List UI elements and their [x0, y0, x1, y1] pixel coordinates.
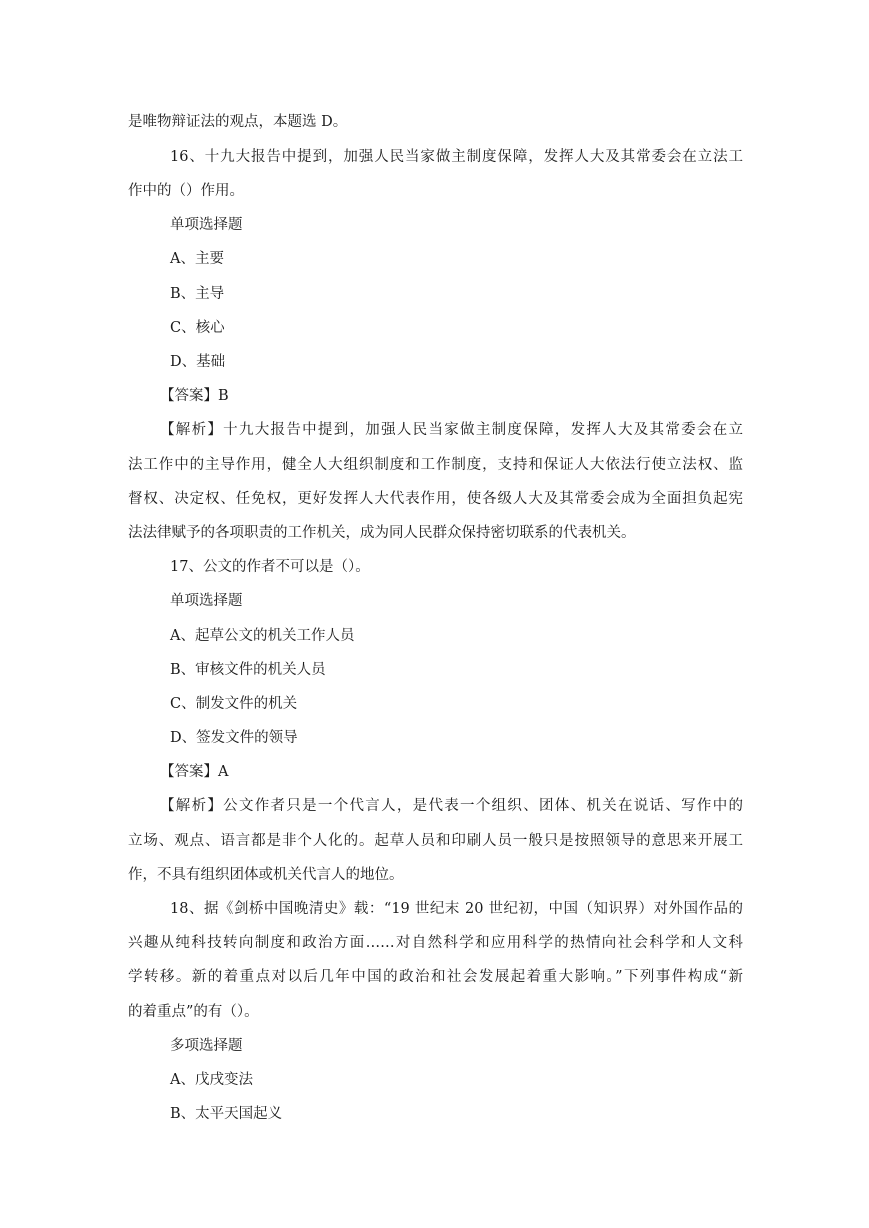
q16-option-c: C、核心: [170, 320, 225, 336]
q17-option-d: D、签发文件的领导: [170, 730, 298, 746]
q18-stem-line2: 兴趣从纯科技转向制度和政治方面……对自然科学和应用科学的热情向社会科学和人文科: [128, 935, 743, 951]
q17-stem: 17、公文的作者不可以是（）。: [170, 559, 370, 575]
q18-option-a: A、戊戌变法: [170, 1072, 253, 1088]
q16-option-b: B、主导: [170, 286, 225, 302]
q16-answer: 【答案】B: [160, 388, 229, 404]
q17-answer: 【答案】A: [160, 764, 229, 780]
q18-stem-line1: 18、据《剑桥中国晚清史》载：“19 世纪末 20 世纪初，中国（知识界）对外国作品的: [170, 901, 743, 917]
q18-stem-line4: 的着重点”的有（）。: [128, 1004, 259, 1020]
q16-option-d: D、基础: [170, 354, 226, 370]
q17-analysis-line3: 作，不具有组织团体或机关代言人的地位。: [128, 867, 404, 883]
q16-analysis-line1: 【解析】十九大报告中提到，加强人民当家做主制度保障，发挥人大及其常委会在立: [160, 422, 743, 438]
q17-analysis-line1: 【解析】公文作者只是一个代言人，是代表一个组织、团体、机关在说话、写作中的: [160, 798, 743, 814]
q16-analysis-line3: 督权、决定权、任免权，更好发挥人大代表作用，使各级人大及其常委会成为全面担负起宪: [128, 491, 743, 507]
previous-analysis-tail: 是唯物辩证法的观点，本题选 D。: [128, 114, 348, 130]
q16-analysis-line4: 法法律赋予的各项职责的工作机关，成为同人民群众保持密切联系的代表机关。: [128, 525, 636, 541]
q17-option-b: B、审核文件的机关人员: [170, 662, 326, 678]
q18-option-b: B、太平天国起义: [170, 1106, 283, 1122]
q18-question-type: 多项选择题: [170, 1038, 243, 1054]
q18-stem-line3: 学转移。新的着重点对以后几年中国的政治和社会发展起着重大影响。”下列事件构成“新: [128, 969, 743, 985]
q17-analysis-line2: 立场、观点、语言都是非个人化的。起草人员和印刷人员一般只是按照领导的意思来开展工: [128, 833, 743, 849]
q17-option-c: C、制发文件的机关: [170, 696, 298, 712]
q16-option-a: A、主要: [170, 251, 224, 267]
q16-stem-line1: 16、十九大报告中提到，加强人民当家做主制度保障，发挥人大及其常委会在立法工: [170, 149, 743, 165]
q16-question-type: 单项选择题: [170, 217, 243, 233]
q17-question-type: 单项选择题: [170, 593, 243, 609]
q16-analysis-line2: 法工作中的主导作用，健全人大组织制度和工作制度，支持和保证人大依法行使立法权、监: [128, 457, 743, 473]
q17-option-a: A、起草公文的机关工作人员: [170, 628, 355, 644]
q16-stem-line2: 作中的（）作用。: [128, 183, 244, 199]
